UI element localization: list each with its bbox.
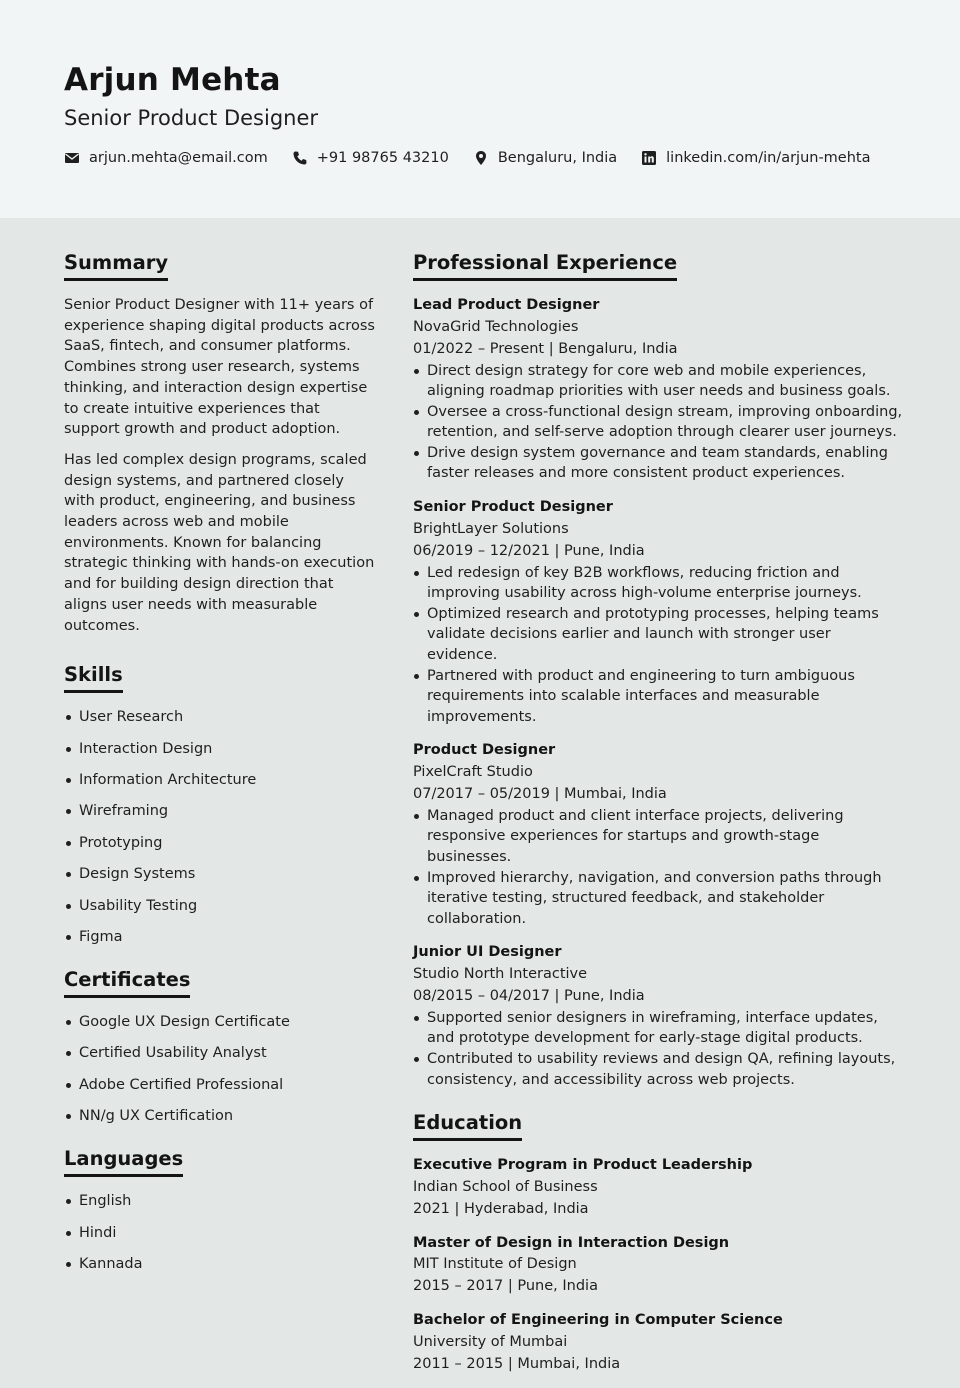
job-bullets xyxy=(413,563,903,728)
education-meta: 2011 – 2015 | Mumbai, India xyxy=(413,1355,621,1372)
education-heading: Education xyxy=(413,1110,522,1141)
education-degree: Bachelor of Engineering in Computer Science xyxy=(413,1312,783,1329)
education-entry xyxy=(413,1233,903,1298)
job-bullet: Oversee a cross-functional design stream, improving onboarding, retention, and self-serve adoption through clearer user journeys. xyxy=(413,402,903,443)
summary-paragraph: Senior Product Designer with 11+ years of experience shaping digital products across SaaS, fintech, and consumer platforms. Combines strong user research, systems thinking, and interaction design expertise to create intuitive experiences that support growth and product adoption. xyxy=(64,297,375,438)
education-meta: 2015 – 2017 | Pune, India xyxy=(413,1278,598,1295)
contact-bar xyxy=(64,150,896,166)
summary-paragraph: Has led complex design programs, scaled design systems, and partnered closely with product, engineering, and business leaders across web and mobile environments. Known for balancing strategic thinking with hands-on execution and for building design direction that aligns user needs with measurable outcomes. xyxy=(64,451,375,634)
contact-email[interactable] xyxy=(64,150,268,166)
certificate-item: Certified Usability Analyst xyxy=(64,1043,376,1063)
right-column xyxy=(413,250,903,1388)
languages-list xyxy=(64,1191,376,1274)
job-title: Product Designer xyxy=(413,742,556,759)
job-bullet: Optimized research and prototyping processes, helping teams validate decisions earlier and launch with stronger user evidence. xyxy=(413,604,903,666)
job-bullet: Partnered with product and engineering to turn ambiguous requirements into scalable interfaces and measurable improvements. xyxy=(413,666,903,728)
location-text: Bengaluru, India xyxy=(497,150,618,166)
job-company: BrightLayer Solutions xyxy=(413,520,569,537)
language-item: Kannada xyxy=(64,1254,376,1274)
location-pin-icon xyxy=(473,150,489,166)
contact-phone[interactable] xyxy=(292,150,449,166)
job-company: PixelCraft Studio xyxy=(413,763,533,780)
resume-header xyxy=(0,0,960,218)
languages-section xyxy=(64,1146,376,1274)
job-title: Junior UI Designer xyxy=(413,944,562,961)
job-bullet: Managed product and client interface projects, delivering responsive experiences for startups and growth-stage businesses. xyxy=(413,806,903,868)
job-entry xyxy=(413,497,903,727)
education-entry xyxy=(413,1155,903,1220)
certificates-heading: Certificates xyxy=(64,967,190,998)
contact-location xyxy=(473,150,617,166)
email-text: arjun.mehta@email.com xyxy=(89,150,268,166)
candidate-name: Arjun Mehta xyxy=(64,62,281,98)
job-entry xyxy=(413,295,903,484)
job-entry xyxy=(413,942,903,1090)
skills-section xyxy=(64,662,376,947)
job-company: NovaGrid Technologies xyxy=(413,318,579,335)
skill-item: Usability Testing xyxy=(64,896,376,916)
job-meta: 06/2019 – 12/2021 | Pune, India xyxy=(413,542,645,559)
skill-item: Wireframing xyxy=(64,801,376,821)
resume-body xyxy=(0,218,960,1388)
job-bullet: Drive design system governance and team standards, enabling faster releases and more consistent product experiences. xyxy=(413,443,903,484)
job-title: Lead Product Designer xyxy=(413,297,600,313)
linkedin-text: linkedin.com/in/arjun-mehta xyxy=(666,150,871,166)
certificates-section xyxy=(64,967,376,1126)
job-bullet: Led redesign of key B2B workflows, reducing friction and improving usability across high-volume enterprise journeys. xyxy=(413,563,903,604)
education-section xyxy=(413,1110,903,1375)
job-title: Senior Product Designer xyxy=(413,499,613,516)
skill-item: Design Systems xyxy=(64,864,376,884)
education-meta: 2021 | Hyderabad, India xyxy=(413,1200,589,1217)
contact-linkedin[interactable] xyxy=(641,150,870,166)
education-degree: Master of Design in Interaction Design xyxy=(413,1234,730,1251)
email-icon xyxy=(64,150,80,166)
job-bullet: Contributed to usability reviews and design QA, refining layouts, consistency, and accessibility across web projects. xyxy=(413,1049,903,1090)
skill-item: Information Architecture xyxy=(64,770,376,790)
certificate-item: Adobe Certified Professional xyxy=(64,1075,376,1095)
job-meta: 08/2015 – 04/2017 | Pune, India xyxy=(413,987,645,1004)
education-school: Indian School of Business xyxy=(413,1178,598,1195)
skills-list xyxy=(64,707,376,947)
job-bullets xyxy=(413,1008,903,1090)
skill-item: Interaction Design xyxy=(64,739,376,759)
skill-item: User Research xyxy=(64,707,376,727)
certificate-item: NN/g UX Certification xyxy=(64,1106,376,1126)
phone-text: +91 98765 43210 xyxy=(316,150,449,166)
candidate-title: Senior Product Designer xyxy=(64,106,319,130)
education-school: MIT Institute of Design xyxy=(413,1256,577,1273)
experience-heading: Professional Experience xyxy=(413,250,677,281)
phone-icon xyxy=(292,150,308,166)
job-bullet: Direct design strategy for core web and mobile experiences, aligning roadmap priorities with user needs and business goals. xyxy=(413,361,903,402)
summary-section xyxy=(64,250,376,636)
language-item: English xyxy=(64,1191,376,1211)
summary-heading: Summary xyxy=(64,250,168,281)
education-entry xyxy=(413,1310,903,1375)
language-item: Hindi xyxy=(64,1223,376,1243)
skill-item: Prototyping xyxy=(64,833,376,853)
experience-section xyxy=(413,250,903,1090)
left-column xyxy=(64,250,376,1388)
languages-heading: Languages xyxy=(64,1146,183,1177)
certificates-list xyxy=(64,1012,376,1126)
job-bullet: Improved hierarchy, navigation, and conversion paths through iterative testing, structured feedback, and stakeholder collaboration. xyxy=(413,868,903,930)
education-degree: Executive Program in Product Leadership xyxy=(413,1157,753,1174)
skills-heading: Skills xyxy=(64,662,123,693)
job-meta: 07/2017 – 05/2019 | Mumbai, India xyxy=(413,785,667,802)
certificate-item: Google UX Design Certificate xyxy=(64,1012,376,1032)
job-bullet: Supported senior designers in wireframing, interface updates, and prototype development for early-stage digital products. xyxy=(413,1008,903,1049)
linkedin-icon xyxy=(641,150,657,166)
job-entry xyxy=(413,740,903,929)
job-bullets xyxy=(413,361,903,485)
skill-item: Figma xyxy=(64,927,376,947)
education-school: University of Mumbai xyxy=(413,1333,568,1350)
job-meta: 01/2022 – Present | Bengaluru, India xyxy=(413,340,678,357)
job-bullets xyxy=(413,806,903,930)
job-company: Studio North Interactive xyxy=(413,965,588,982)
